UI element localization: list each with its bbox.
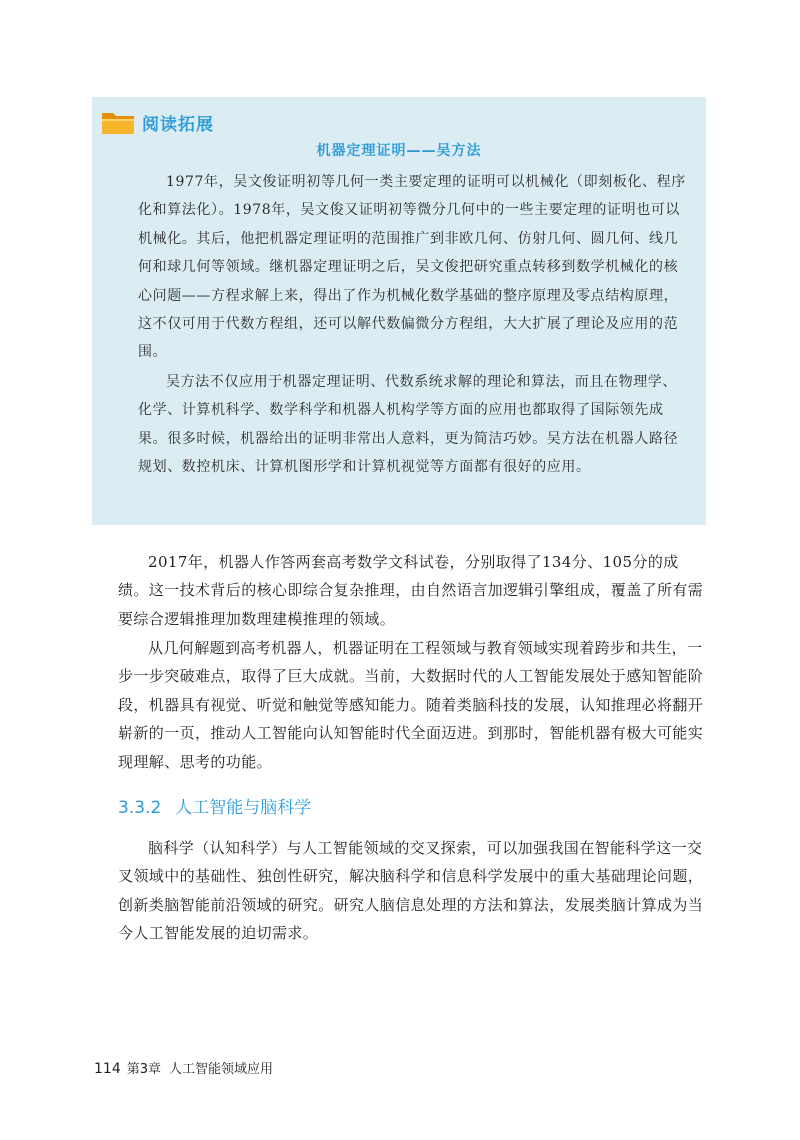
reading-header-title: 阅读拓展: [142, 114, 214, 135]
reading-box-subtitle: 机器定理证明——吴方法: [316, 143, 482, 159]
section-heading: [118, 793, 311, 818]
section-number: 3.3.2: [118, 798, 162, 818]
chapter-label: 第3章: [126, 1062, 162, 1077]
page-footer: [94, 1058, 273, 1077]
page-number: 114: [94, 1061, 121, 1077]
chapter-title: 人工智能领域应用: [169, 1062, 274, 1077]
reading-box-paragraph: 吴方法不仅应用于机器定理证明、代数系统求解的理论和算法，而且在物理学、化学、计算机科学、数学科学和机器人机构学等方面的应用也都取得了国际领先成果。很多时候，机器给出的证明非常出人意料，更为简洁巧妙。吴方法在机器人路径规划、数控机床、计算机图形学和计算机视觉等方面都有很好的应用。: [138, 374, 679, 476]
reading-box-paragraph: 1977年，吴文俊证明初等几何一类主要定理的证明可以机械化（即刻板化、程序化和算法化）。1978年，吴文俊又证明初等微分几何中的一些主要定理的证明也可以机械化。其后，他把机器定理证明的范围推广到非欧几何、仿射几何、圆几何、线几何和球几何等领域。继机器定理证明之后，吴文俊把研究重点转移到数学机械化的核心问题——方程求解上来，得出了作为机械化数学基础的整序原理及零点结构原理，这不仅可用于代数方程组，还可以解代数偏微分方程组，大大扩展了理论及应用的范围。: [138, 174, 686, 361]
body-paragraph: 2017年，机器人作答两套高考数学文科试卷，分别取得了134分、105分的成绩。这一技术背后的核心即综合复杂推理，由自然语言加逻辑引擎组成，覆盖了所有需要综合逻辑推理加数理建模推理的领域。: [118, 553, 704, 628]
body-paragraph: 脑科学（认知科学）与人工智能领域的交叉探索，可以加强我国在智能科学这一交叉领域中的基础性、独创性研究，解决脑科学和信息科学发展中的重大基础理论问题，创新类脑智能前沿领域的研究。研究人脑信息处理的方法和算法，发展类脑计算成为当今人工智能发展的迫切需求。: [118, 839, 704, 943]
section-title: 人工智能与脑科学: [175, 798, 312, 818]
reading-header: [100, 106, 214, 138]
folder-icon: [100, 108, 136, 136]
body-paragraph: 从几何解题到高考机器人，机器证明在工程领域与教育领域实现着跨步和共生，一步一步突破难点，取得了巨大成就。当前，大数据时代的人工智能发展处于感知智能阶段，机器具有视觉、听觉和触觉等感知能力。随着类脑科技的发展，认知推理必将翻开崭新的一页，推动人工智能向认知智能时代全面迈进。到那时，智能机器有极大可能实现理解、思考的功能。: [118, 639, 704, 771]
